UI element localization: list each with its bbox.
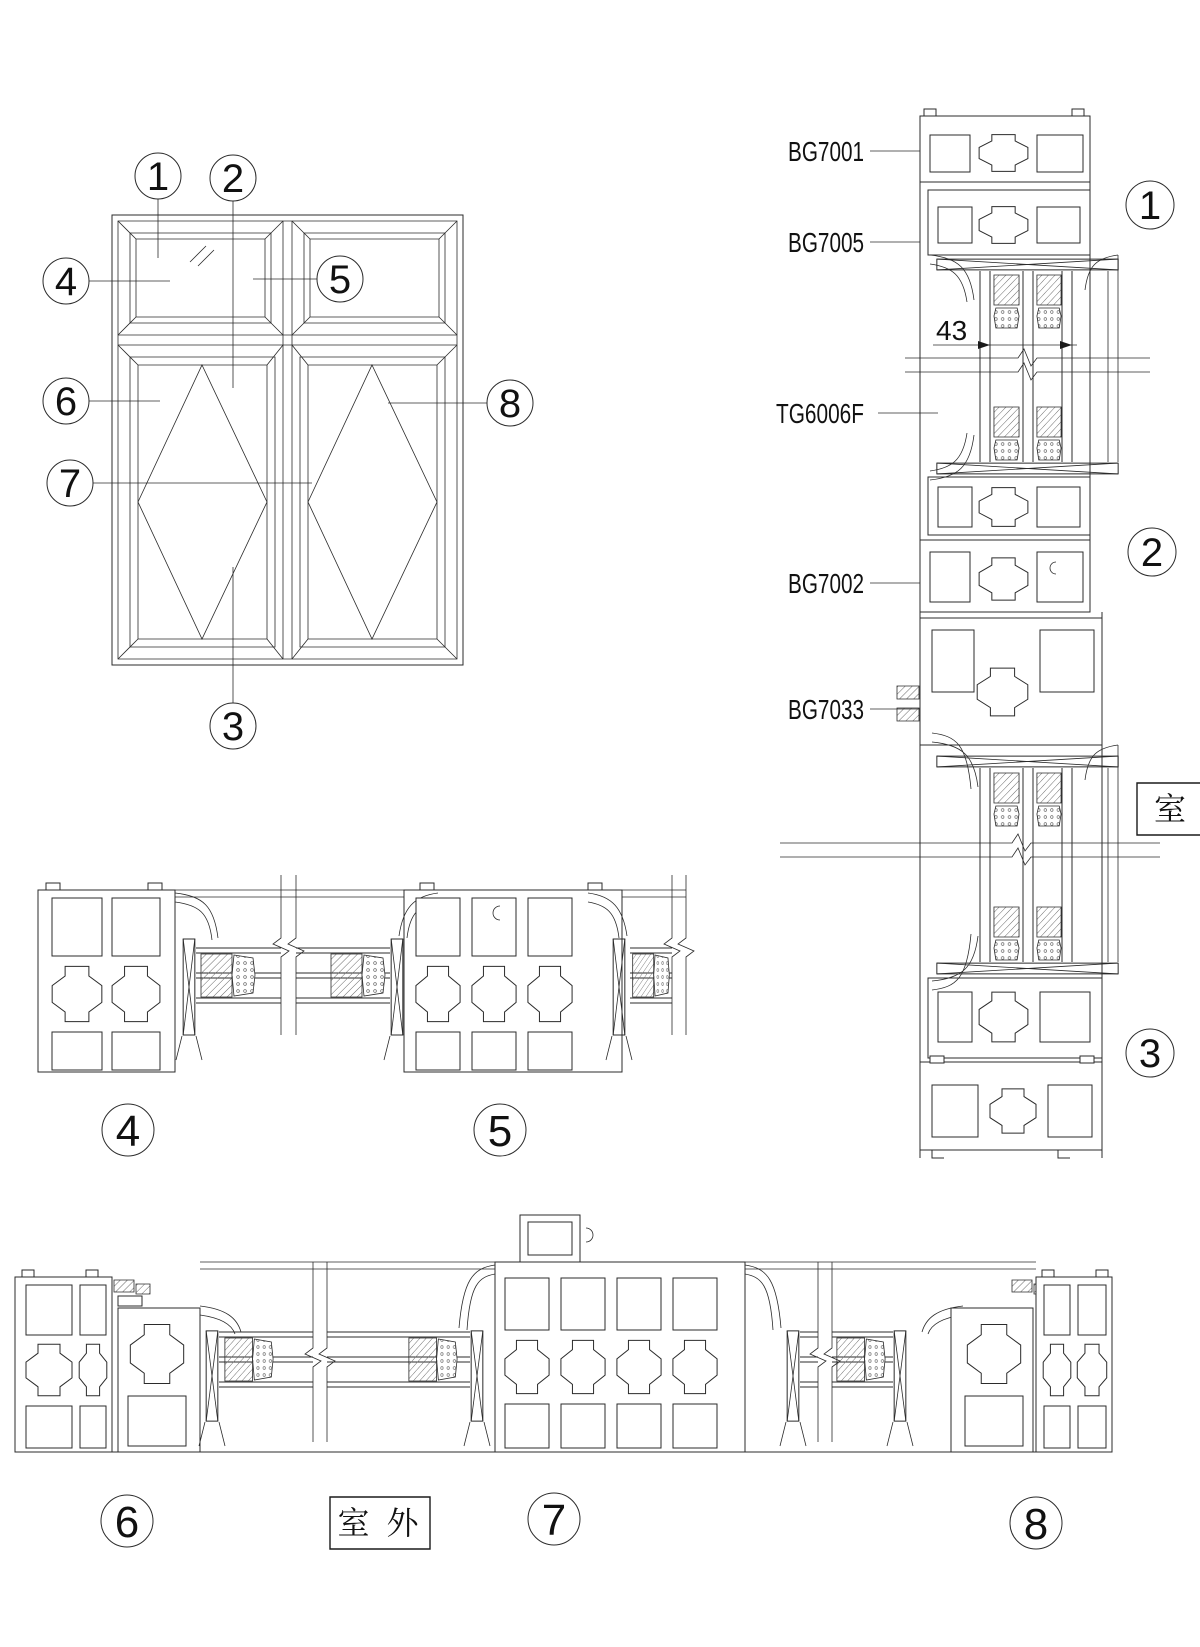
fixing-clip: [136, 1284, 150, 1294]
glazing-unit-lower: [980, 745, 1118, 962]
panel-bottom-right: [292, 345, 457, 659]
elevation-callout-2: [210, 155, 256, 388]
break-line: [810, 1262, 826, 1442]
break-line: [905, 363, 1150, 380]
break-line: [780, 848, 1160, 865]
part-label-bg7033: BG7033: [788, 694, 864, 725]
callout-number: 1: [146, 155, 170, 199]
break-line: [319, 1262, 335, 1442]
opening-symbol: [308, 365, 437, 639]
gasket-arm: [459, 1265, 495, 1330]
callout-number: 3: [221, 705, 245, 749]
cut-number: 8: [1023, 1500, 1049, 1549]
break-line: [905, 349, 1150, 366]
setting-block: [937, 756, 1118, 767]
glazing-run-left: [196, 948, 390, 1003]
section-cut-marker-7: [528, 1493, 580, 1545]
profile-transom: [920, 540, 1090, 612]
panel-bottom-left: [118, 345, 283, 659]
opening-symbol: [138, 365, 267, 639]
glazing-wedge: [206, 1331, 218, 1421]
elevation-outer-frame: [112, 215, 463, 665]
glazing-unit-upper: [980, 255, 1118, 462]
fixing-clip: [114, 1280, 134, 1292]
elevation-callout-1: [135, 153, 181, 258]
cut-number: 2: [1140, 531, 1164, 575]
section-cut-marker-3: [1126, 1029, 1174, 1077]
glazing-run-1: [219, 1332, 470, 1387]
break-line: [678, 875, 694, 1035]
break-line: [288, 875, 304, 1035]
cut-number: 1: [1138, 184, 1162, 228]
break-line: [273, 875, 289, 1035]
cut-number: 3: [1138, 1032, 1162, 1076]
elevation-mullion: [283, 221, 292, 659]
section-cut-marker-8: [1010, 1497, 1062, 1549]
part-label-tg6006f: TG6006F: [776, 398, 864, 429]
panel-top-left: [118, 221, 283, 335]
profile-jamb-left: [38, 883, 175, 1072]
profile-sill-frame: [920, 1056, 1102, 1158]
elevation-callout-3: [210, 567, 256, 749]
cut-number: 7: [541, 1496, 567, 1545]
elevation-transom: [118, 335, 457, 345]
horizontal-section-678: [15, 1215, 1112, 1549]
glazing-wedge: [894, 1331, 906, 1421]
profile-casement-frame: [897, 618, 1118, 789]
elevation-inner-frame: [118, 221, 457, 659]
elevation-callout-5: [253, 256, 363, 302]
fixing-clip: [1012, 1280, 1032, 1292]
outdoor-label-box: [330, 1497, 430, 1549]
vertical-section-detail: [776, 109, 1200, 1158]
glazing-wedge: [183, 939, 195, 1035]
profile-jamb-right: [1036, 1270, 1112, 1452]
part-label-bg7005: BG7005: [788, 227, 864, 258]
profile-head-frame: [920, 109, 1090, 182]
glazing-wedge: [787, 1331, 799, 1421]
callout-number: 7: [58, 462, 82, 506]
cut-number: 6: [114, 1498, 140, 1547]
callout-number: 5: [328, 258, 352, 302]
break-line: [664, 875, 680, 1035]
callout-number: 8: [498, 382, 522, 426]
profile-jamb-left: [15, 1270, 112, 1452]
indoor-label: 室: [1153, 791, 1191, 827]
glazing-wedge: [471, 1331, 483, 1421]
elevation-callout-6: [43, 378, 160, 424]
glazing-run-2: [800, 1332, 893, 1387]
profile-mullion-centre: [399, 883, 627, 1072]
glazing-wedge: [391, 939, 403, 1035]
section-cut-marker-1: [1126, 181, 1174, 229]
break-line: [780, 834, 1160, 851]
profile-sash-right: [922, 1306, 1033, 1452]
section-cut-marker-2: [1128, 528, 1176, 576]
break-line: [305, 1262, 321, 1442]
section-cut-marker-4: [102, 1104, 154, 1156]
elevation-callout-4: [43, 258, 170, 304]
section-cut-marker-6: [101, 1495, 153, 1547]
setting-block: [937, 259, 1118, 270]
callout-number: 6: [54, 380, 78, 424]
elevation-callout-8: [388, 380, 533, 426]
outdoor-label: 室 外: [337, 1505, 423, 1541]
profile-sash-left: [118, 1306, 241, 1452]
callout-number: 2: [221, 157, 245, 201]
gasket-arm: [200, 1306, 241, 1334]
cut-number: 4: [115, 1107, 141, 1156]
elevation-callout-7: [47, 460, 312, 506]
indoor-label-box: [1137, 783, 1200, 835]
profile-mullion-centre: [459, 1215, 781, 1452]
section-cut-marker-5: [474, 1104, 526, 1156]
callout-number: 4: [54, 260, 78, 304]
gasket-arm: [745, 1265, 781, 1330]
cut-number: 5: [487, 1107, 513, 1156]
part-label-bg7002: BG7002: [788, 568, 864, 599]
glass-mark: [190, 246, 214, 266]
part-labels: [776, 136, 938, 725]
window-elevation: [43, 153, 533, 749]
part-label-bg7001: BG7001: [788, 136, 864, 167]
glazing-run-right: [630, 948, 672, 1003]
dimension-value: 43: [936, 315, 968, 346]
gasket-arm: [175, 893, 218, 940]
horizontal-section-45: [38, 875, 694, 1156]
